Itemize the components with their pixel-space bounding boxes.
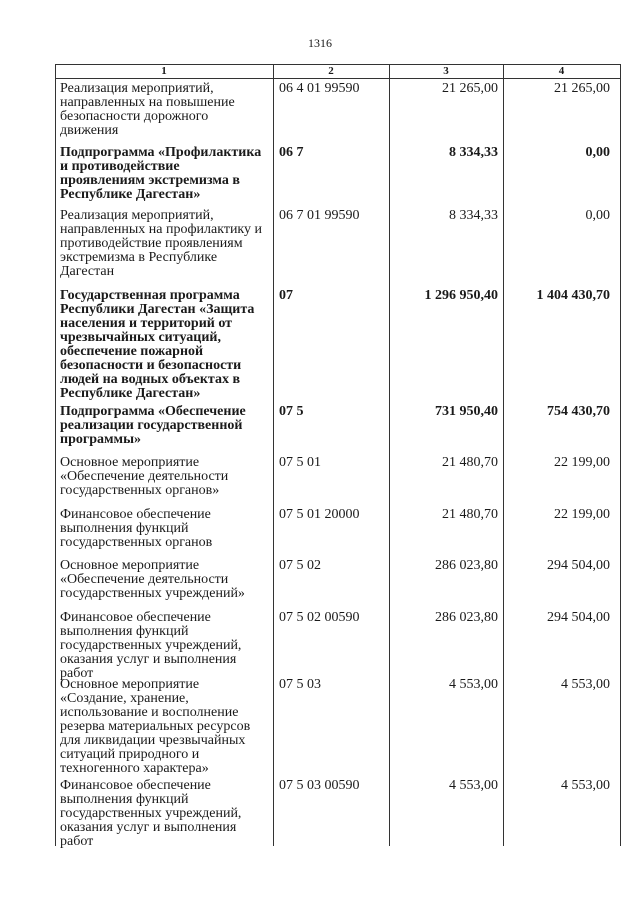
row-sum-1: 8 334,33 (449, 208, 498, 223)
col-rule-1 (273, 64, 274, 846)
header-col-2: 2 (328, 65, 334, 77)
row-code: 07 5 03 (279, 677, 321, 692)
col-rule-3 (503, 64, 504, 846)
row-name: Реализация мероприятий, направленных на профилактику и противодействие проявлениям экстремизма в Республике Дагестан (60, 208, 263, 279)
col-rule-left (55, 64, 56, 846)
col-rule-right (620, 64, 621, 846)
row-sum-1: 21 265,00 (442, 81, 498, 96)
row-name: Финансовое обеспечение выполнения функций государственных органов (60, 507, 213, 550)
row-sum-1: 4 553,00 (449, 778, 498, 793)
row-name: Основное мероприятие «Обеспечение деятельности государственных органов» (60, 455, 229, 498)
row-sum-1: 4 553,00 (449, 677, 498, 692)
row-name: Подпрограмма «Обеспечение реализации государственной программы» (60, 404, 246, 447)
row-sum-2: 754 430,70 (547, 404, 610, 419)
page-number: 1316 (308, 36, 332, 50)
row-sum-1: 21 480,70 (442, 455, 498, 470)
row-code: 06 4 01 99590 (279, 81, 360, 96)
row-name: Основное мероприятие «Обеспечение деятельности государственных учреждений» (60, 558, 245, 601)
row-code: 06 7 01 99590 (279, 208, 360, 223)
row-sum-2: 22 199,00 (554, 455, 610, 470)
row-sum-1: 21 480,70 (442, 507, 498, 522)
header-bottom-rule (55, 78, 621, 79)
row-code: 07 (279, 288, 293, 303)
row-sum-2: 21 265,00 (554, 81, 610, 96)
row-sum-2: 22 199,00 (554, 507, 610, 522)
row-sum-2: 4 553,00 (561, 677, 610, 692)
row-name: Основное мероприятие «Создание, хранение, использование и восполнение резерва материальных ресурсов для ликвидации чрезвычайных ситуаций природного и техногенного характера» (60, 677, 251, 776)
row-sum-2: 4 553,00 (561, 778, 610, 793)
row-sum-1: 731 950,40 (435, 404, 498, 419)
row-name: Государственная программа Республики Дагестан «Защита населения и территорий от чрезвычайных ситуаций, обеспечение пожарной безопасности и безопасности людей на водных объектах в Республике Дагестан» (60, 288, 255, 401)
row-name: Финансовое обеспечение выполнения функций государственных учреждений, оказания услуг и выполнения работ (60, 610, 242, 681)
row-code: 07 5 01 (279, 455, 321, 470)
row-code: 07 5 01 20000 (279, 507, 360, 522)
row-name: Реализация мероприятий, направленных на повышение безопасности дорожного движения (60, 81, 235, 138)
row-code: 06 7 (279, 145, 304, 160)
row-sum-1: 286 023,80 (435, 610, 498, 625)
row-sum-1: 1 296 950,40 (424, 288, 498, 303)
header-col-4: 4 (558, 65, 565, 77)
col-rule-2 (389, 64, 390, 846)
row-sum-2: 0,00 (585, 208, 610, 223)
row-sum-2: 294 504,00 (547, 610, 610, 625)
row-sum-2: 294 504,00 (547, 558, 610, 573)
row-sum-1: 8 334,33 (449, 145, 498, 160)
row-code: 07 5 (279, 404, 304, 419)
row-name: Подпрограмма «Профилактика и противодействие проявлениям экстремизма в Республике Дагестан» (60, 145, 262, 202)
row-sum-2: 1 404 430,70 (536, 288, 610, 303)
row-sum-2: 0,00 (585, 145, 610, 160)
budget-table (55, 64, 621, 849)
header-col-3: 3 (443, 65, 449, 77)
row-name: Финансовое обеспечение выполнения функций государственных учреждений, оказания услуг и выполнения работ (60, 778, 242, 849)
row-sum-1: 286 023,80 (435, 558, 498, 573)
row-code: 07 5 02 (279, 558, 321, 573)
header-col-1: 1 (161, 65, 167, 77)
row-code: 07 5 02 00590 (279, 610, 360, 625)
row-code: 07 5 03 00590 (279, 778, 360, 793)
